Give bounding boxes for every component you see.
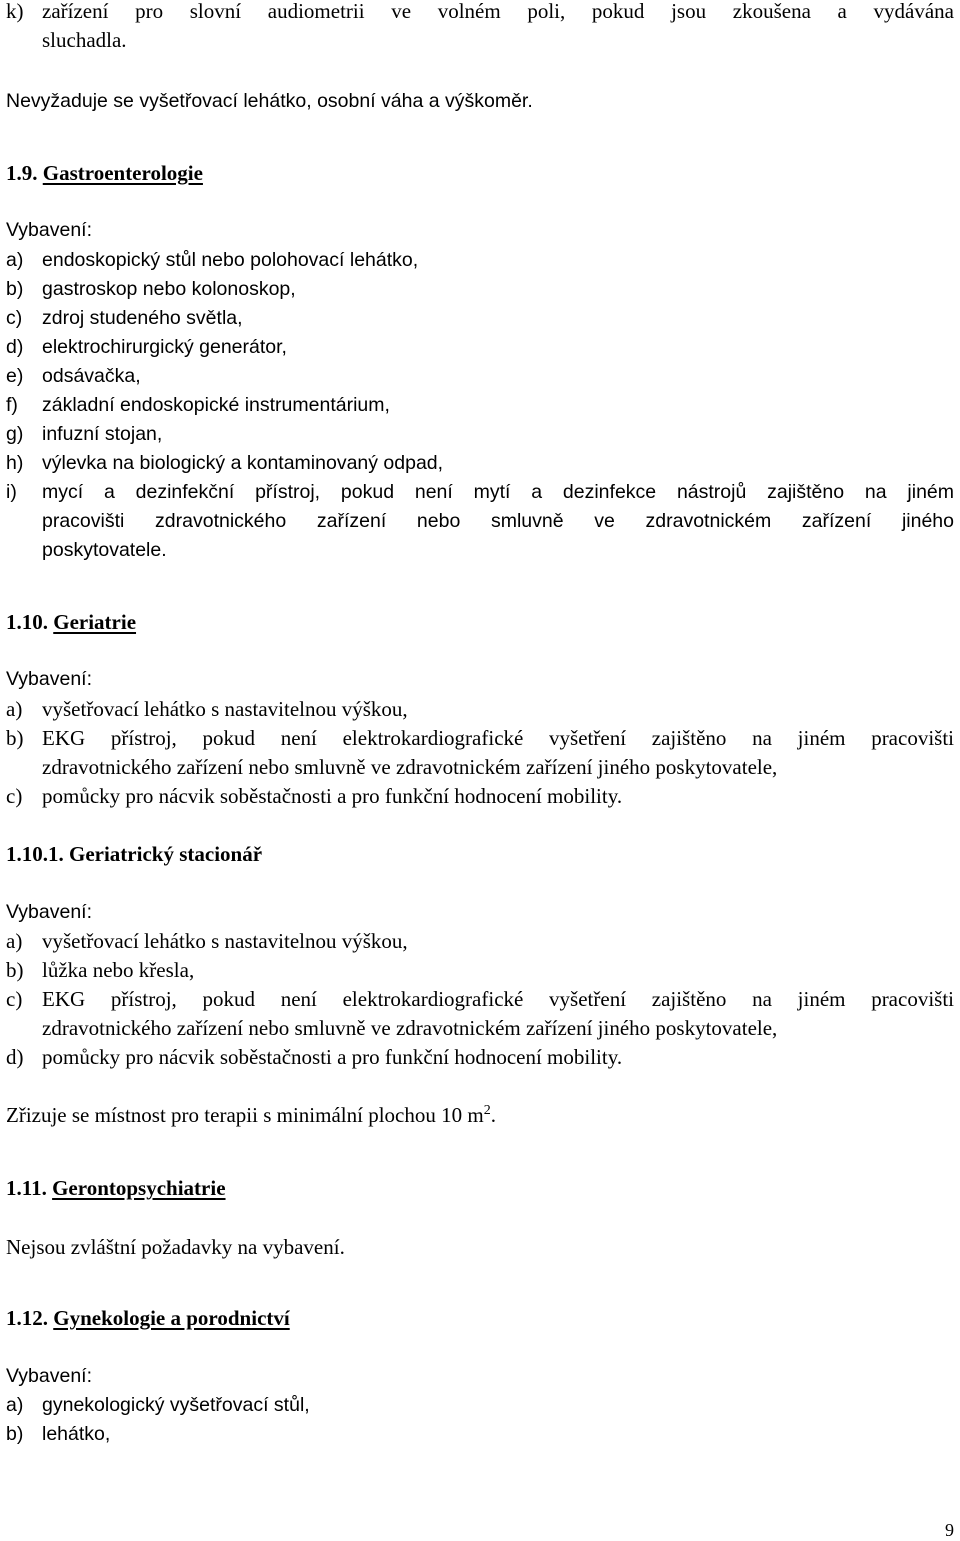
section-number: 1.11.: [6, 1176, 47, 1200]
section-title: Gastroenterologie: [42, 161, 203, 185]
list-marker: i): [6, 481, 17, 503]
section-heading-geriatricky-stacionar: [6, 840, 262, 869]
list-item-text: pomůcky pro nácvik soběstačnosti a pro funkční hodnocení mobility.: [42, 1045, 623, 1069]
list-marker: a): [6, 249, 24, 271]
list-item-text: sluchadla.: [42, 28, 127, 52]
equipment-label: Vybavení:: [6, 901, 92, 923]
list-item-text: zdravotnického zařízení nebo smluvně ve zdravotnickém zařízení jiného poskytovatele,: [42, 755, 778, 779]
section-number: 1.10.: [6, 610, 48, 634]
list-marker: b): [6, 1423, 24, 1445]
list-item-text: poskytovatele.: [42, 539, 167, 561]
note-text: Nevyžaduje se vyšetřovací lehátko, osobní váha a výškoměr.: [6, 90, 533, 112]
list-marker: c): [6, 987, 23, 1011]
list-item-text: zařízení pro slovní audiometrii ve volném poli, pokud jsou zkoušena a vydávána: [42, 0, 954, 23]
list-marker: f): [6, 394, 18, 416]
section-title: Gerontopsychiatrie: [52, 1176, 226, 1200]
list-item-text: pomůcky pro nácvik soběstačnosti a pro funkční hodnocení mobility.: [42, 784, 623, 808]
list-marker: b): [6, 726, 24, 750]
list-marker: b): [6, 278, 24, 300]
equipment-label: Vybavení:: [6, 668, 92, 690]
list-item-text: endoskopický stůl nebo polohovací lehátko,: [42, 249, 419, 271]
section-number: 1.12.: [6, 1306, 48, 1330]
list-marker: c): [6, 307, 23, 329]
room-requirement: [6, 1101, 496, 1130]
list-item-text: zdroj studeného světla,: [42, 307, 243, 329]
page-number: 9: [945, 1520, 954, 1540]
section-heading-geriatrie: [6, 608, 136, 637]
superscript: 2: [483, 1103, 491, 1118]
section-heading-gynekologie: [6, 1304, 290, 1333]
list-item-text: pracovišti zdravotnického zařízení nebo smluvně ve zdravotnickém zařízení jiného: [42, 510, 954, 532]
list-marker: b): [6, 958, 24, 982]
list-item-text: infuzní stojan,: [42, 423, 163, 445]
list-marker: a): [6, 1394, 24, 1416]
list-item-text: zdravotnického zařízení nebo smluvně ve zdravotnickém zařízení jiného poskytovatele,: [42, 1016, 778, 1040]
list-item-text: lůžka nebo křesla,: [42, 958, 195, 982]
equipment-label: Vybavení:: [6, 1365, 92, 1387]
note-text: Nejsou zvláštní požadavky na vybavení.: [6, 1235, 345, 1259]
list-marker: d): [6, 336, 24, 358]
section-heading-gastroenterologie: [6, 159, 203, 188]
list-marker: e): [6, 365, 24, 387]
list-marker: k): [6, 0, 24, 23]
list-item-text: výlevka na biologický a kontaminovaný odpad,: [42, 452, 444, 474]
list-item-text: gynekologický vyšetřovací stůl,: [42, 1394, 310, 1416]
list-marker: a): [6, 697, 23, 721]
list-item-text: vyšetřovací lehátko s nastavitelnou výškou,: [42, 929, 408, 953]
list-marker: d): [6, 1045, 24, 1069]
list-marker: c): [6, 784, 23, 808]
list-item-text: elektrochirurgický generátor,: [42, 336, 287, 358]
list-item-text: EKG přístroj, pokud není elektrokardiografické vyšetření zajištěno na jiném pracovišti: [42, 726, 954, 750]
section-title: Geriatrický stacionář: [69, 842, 263, 866]
list-item-text: gastroskop nebo kolonoskop,: [42, 278, 296, 300]
list-item-text: vyšetřovací lehátko s nastavitelnou výškou,: [42, 697, 408, 721]
section-title: Gynekologie a porodnictví: [53, 1306, 290, 1330]
list-marker: h): [6, 452, 24, 474]
room-requirement-text: Zřizuje se místnost pro terapii s minimální plochou 10 m: [6, 1103, 484, 1127]
section-number: 1.9.: [6, 161, 38, 185]
section-heading-gerontopsychiatrie: [6, 1174, 226, 1203]
room-requirement-end: .: [490, 1103, 496, 1127]
list-item-text: odsávačka,: [42, 365, 141, 387]
list-item-text: lehátko,: [42, 1423, 111, 1445]
equipment-label: Vybavení:: [6, 219, 92, 241]
list-item-text: základní endoskopické instrumentárium,: [42, 394, 390, 416]
list-item-text: EKG přístroj, pokud není elektrokardiografické vyšetření zajištěno na jiném pracovišti: [42, 987, 954, 1011]
list-marker: a): [6, 929, 23, 953]
list-marker: g): [6, 423, 24, 445]
section-title: Geriatrie: [53, 610, 137, 634]
list-item-text: mycí a dezinfekční přístroj, pokud není mytí a dezinfekce nástrojů zajištěno na jiném: [42, 481, 954, 503]
section-number: 1.10.1.: [6, 842, 64, 866]
